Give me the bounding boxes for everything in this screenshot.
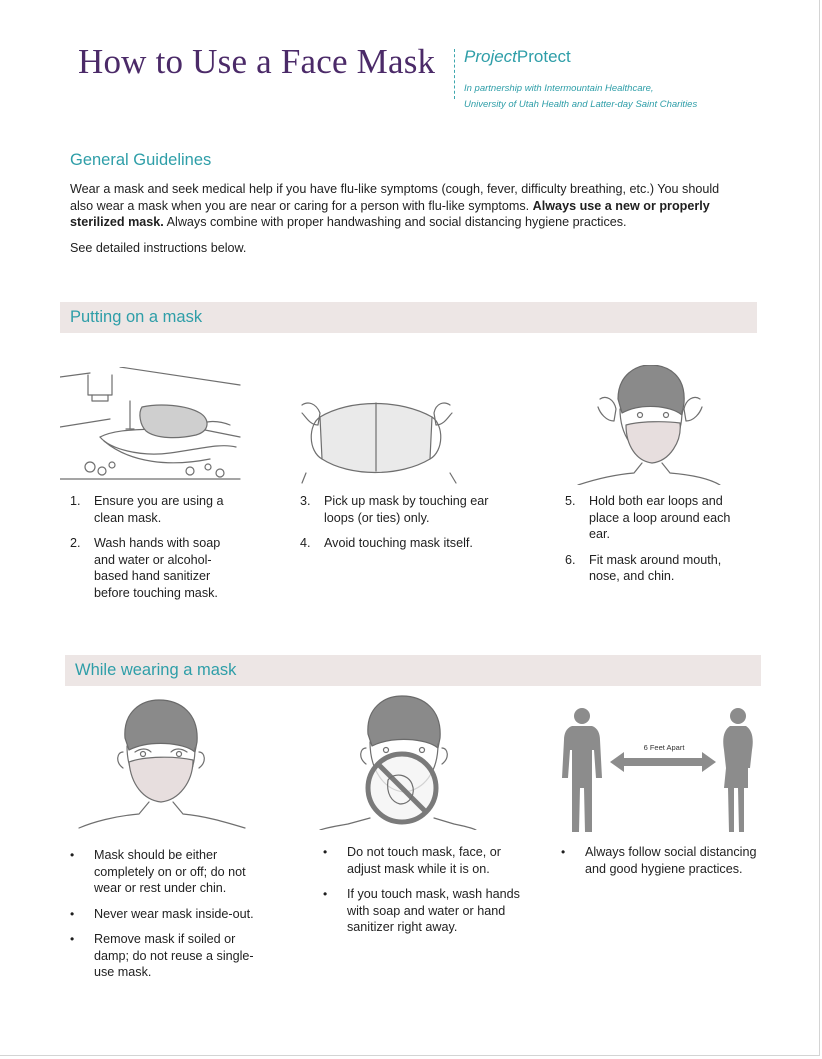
header-divider: [454, 49, 455, 99]
list-item: [70, 906, 270, 923]
list-item: [300, 493, 508, 526]
step-text: Ensure you are using a clean mask.: [94, 494, 224, 525]
partner-line-1: In partnership with Intermountain Healthcare,: [464, 83, 654, 94]
step-number: 3.: [300, 494, 311, 508]
bullet: •: [561, 845, 566, 859]
step-text: Wash hands with soap and water or alcohol-based hand sanitizer before touching mask.: [94, 536, 221, 600]
step-number: 5.: [565, 494, 576, 508]
while-wearing-list-col-3: [561, 844, 761, 886]
step-text: Hold both ear loops and place a loop around each ear.: [589, 494, 731, 541]
brand-name-regular: Protect: [516, 47, 571, 66]
general-text-a: Wear a mask and seek medical help if you have flu-like symptoms (cough, fever, difficulty breathing, etc.) You should also wear a mask when you are near or caring for a person with flu-like symptoms.: [70, 182, 720, 213]
putting-on-steps-col-3: [565, 493, 745, 594]
bullet-text: Remove mask if soiled or damp; do not reuse a single-use mask.: [94, 932, 254, 979]
step-number: 2.: [70, 536, 81, 550]
bullet: •: [70, 906, 75, 921]
bullet-text: Mask should be either completely on or off; do not wear or rest under chin.: [94, 848, 246, 895]
list-item: [565, 552, 745, 585]
brand-name-italic: Project: [464, 47, 517, 66]
bullet: •: [323, 887, 328, 901]
putting-on-heading: Putting on a mask: [70, 308, 203, 326]
section-band-putting-on: [60, 302, 757, 333]
general-guidelines-paragraph: [70, 181, 742, 231]
handwashing-illustration: [60, 367, 242, 482]
list-item: [323, 844, 523, 877]
while-wearing-list-col-2: [323, 844, 523, 945]
bullet-text: Do not touch mask, face, or adjust mask while it is on.: [347, 845, 501, 876]
list-item: [70, 535, 240, 601]
while-wearing-heading: While wearing a mask: [75, 661, 237, 679]
list-item: [70, 931, 270, 981]
step-number: 6.: [565, 552, 576, 567]
partner-text: [464, 81, 697, 113]
step-text: Fit mask around mouth, nose, and chin.: [589, 552, 722, 583]
while-wearing-list-col-1: [70, 847, 270, 990]
putting-on-steps-col-1: [70, 493, 240, 610]
page-title: How to Use a Face Mask: [78, 42, 436, 81]
person-putting-on-mask-illustration: [570, 365, 725, 485]
general-guidelines-note: See detailed instructions below.: [70, 241, 247, 255]
bullet: •: [70, 848, 75, 862]
bullet: •: [323, 845, 328, 859]
general-text-bold: Always use a new or properly sterilized mask.: [70, 198, 710, 229]
partner-line-2: University of Utah Health and Latter-day Saint Charities: [464, 99, 698, 110]
list-item: [300, 535, 508, 552]
general-guidelines-heading: General Guidelines: [70, 151, 212, 169]
do-not-touch-mask-illustration: [318, 694, 478, 830]
bullet: •: [70, 932, 75, 946]
step-text: Avoid touching mask itself.: [324, 536, 473, 550]
section-band-while-wearing: [65, 655, 761, 686]
putting-on-steps-col-2: [300, 493, 508, 561]
step-number: 1.: [70, 494, 81, 508]
step-text: Pick up mask by touching ear loops (or ties) only.: [324, 494, 489, 525]
person-wearing-mask-illustration: [75, 698, 253, 830]
list-item: [565, 493, 745, 543]
list-item: [70, 493, 240, 526]
general-text-b: Always combine with proper handwashing and social distancing hygiene practices.: [163, 215, 627, 229]
list-item: [70, 847, 270, 897]
social-distancing-illustration: [558, 706, 758, 836]
list-item: [561, 844, 761, 877]
bullet-text: Never wear mask inside-out.: [94, 906, 254, 921]
step-number: 4.: [300, 536, 311, 550]
mask-ear-loops-illustration: [300, 395, 460, 485]
distance-label: 6 Feet Apart: [643, 743, 685, 752]
list-item: [323, 886, 523, 936]
bullet-text: Always follow social distancing and good hygiene practices.: [585, 845, 757, 876]
brand-name: [464, 47, 571, 67]
bullet-text: If you touch mask, wash hands with soap and water or hand sanitizer right away.: [347, 887, 520, 934]
